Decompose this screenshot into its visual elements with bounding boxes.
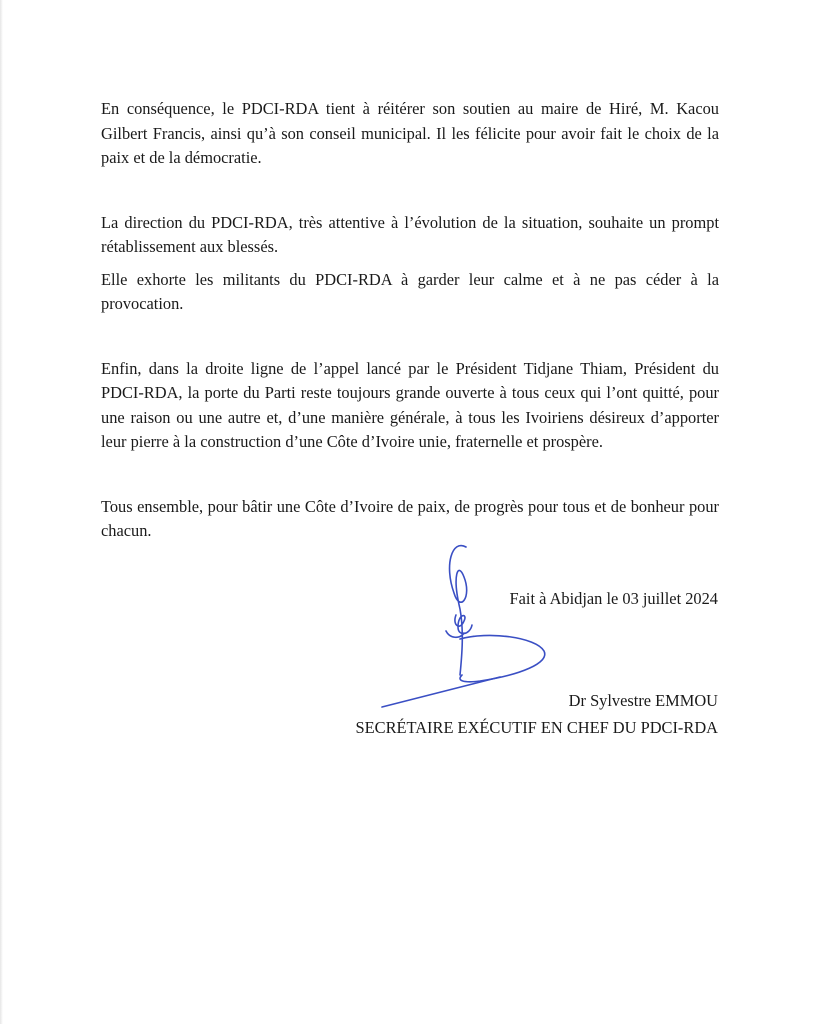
paragraph-closing-wish: Tous ensemble, pour bâtir une Côte d’Ivoire de paix, de progrès pour tous et de bonheur pour chacun.: [101, 496, 719, 540]
paragraph-call-calm: Elle exhorte les militants du PDCI-RDA à garder leur calme et à ne pas céder à la provocation.: [101, 269, 719, 313]
scan-edge-shadow: [0, 0, 3, 1024]
handwritten-signature: [360, 535, 560, 715]
signatory-title: SECRÉTAIRE EXÉCUTIF EN CHEF DU PDCI-RDA: [355, 718, 718, 737]
paragraph-support-mayor: En conséquence, le PDCI-RDA tient à réitérer son soutien au maire de Hiré, M. Kacou Gilbert Francis, ainsi qu’à son conseil municipal. Il les félicite pour avoir fait le choix de la paix et de la démocratie.: [101, 99, 719, 167]
signatory-name: Dr Sylvestre EMMOU: [568, 691, 718, 710]
place-and-date: Fait à Abidjan le 03 juillet 2024: [509, 589, 718, 608]
letter-body: [101, 97, 719, 544]
paragraph-wish-recovery: La direction du PDCI-RDA, très attentive à l’évolution de la situation, souhaite un prompt rétablissement aux blessés.: [101, 212, 719, 256]
paragraph-open-door: Enfin, dans la droite ligne de l’appel lancé par le Président Tidjane Thiam, Président du PDCI-RDA, la porte du Parti reste toujours grande ouverte à tous ceux qui l’ont quitté, pour une raison ou une autre et, d’une manière générale, à tous les Ivoiriens désireux d’apporter leur pierre à la construction d’une Côte d’Ivoire unie, fraternelle et prospère.: [101, 358, 719, 451]
